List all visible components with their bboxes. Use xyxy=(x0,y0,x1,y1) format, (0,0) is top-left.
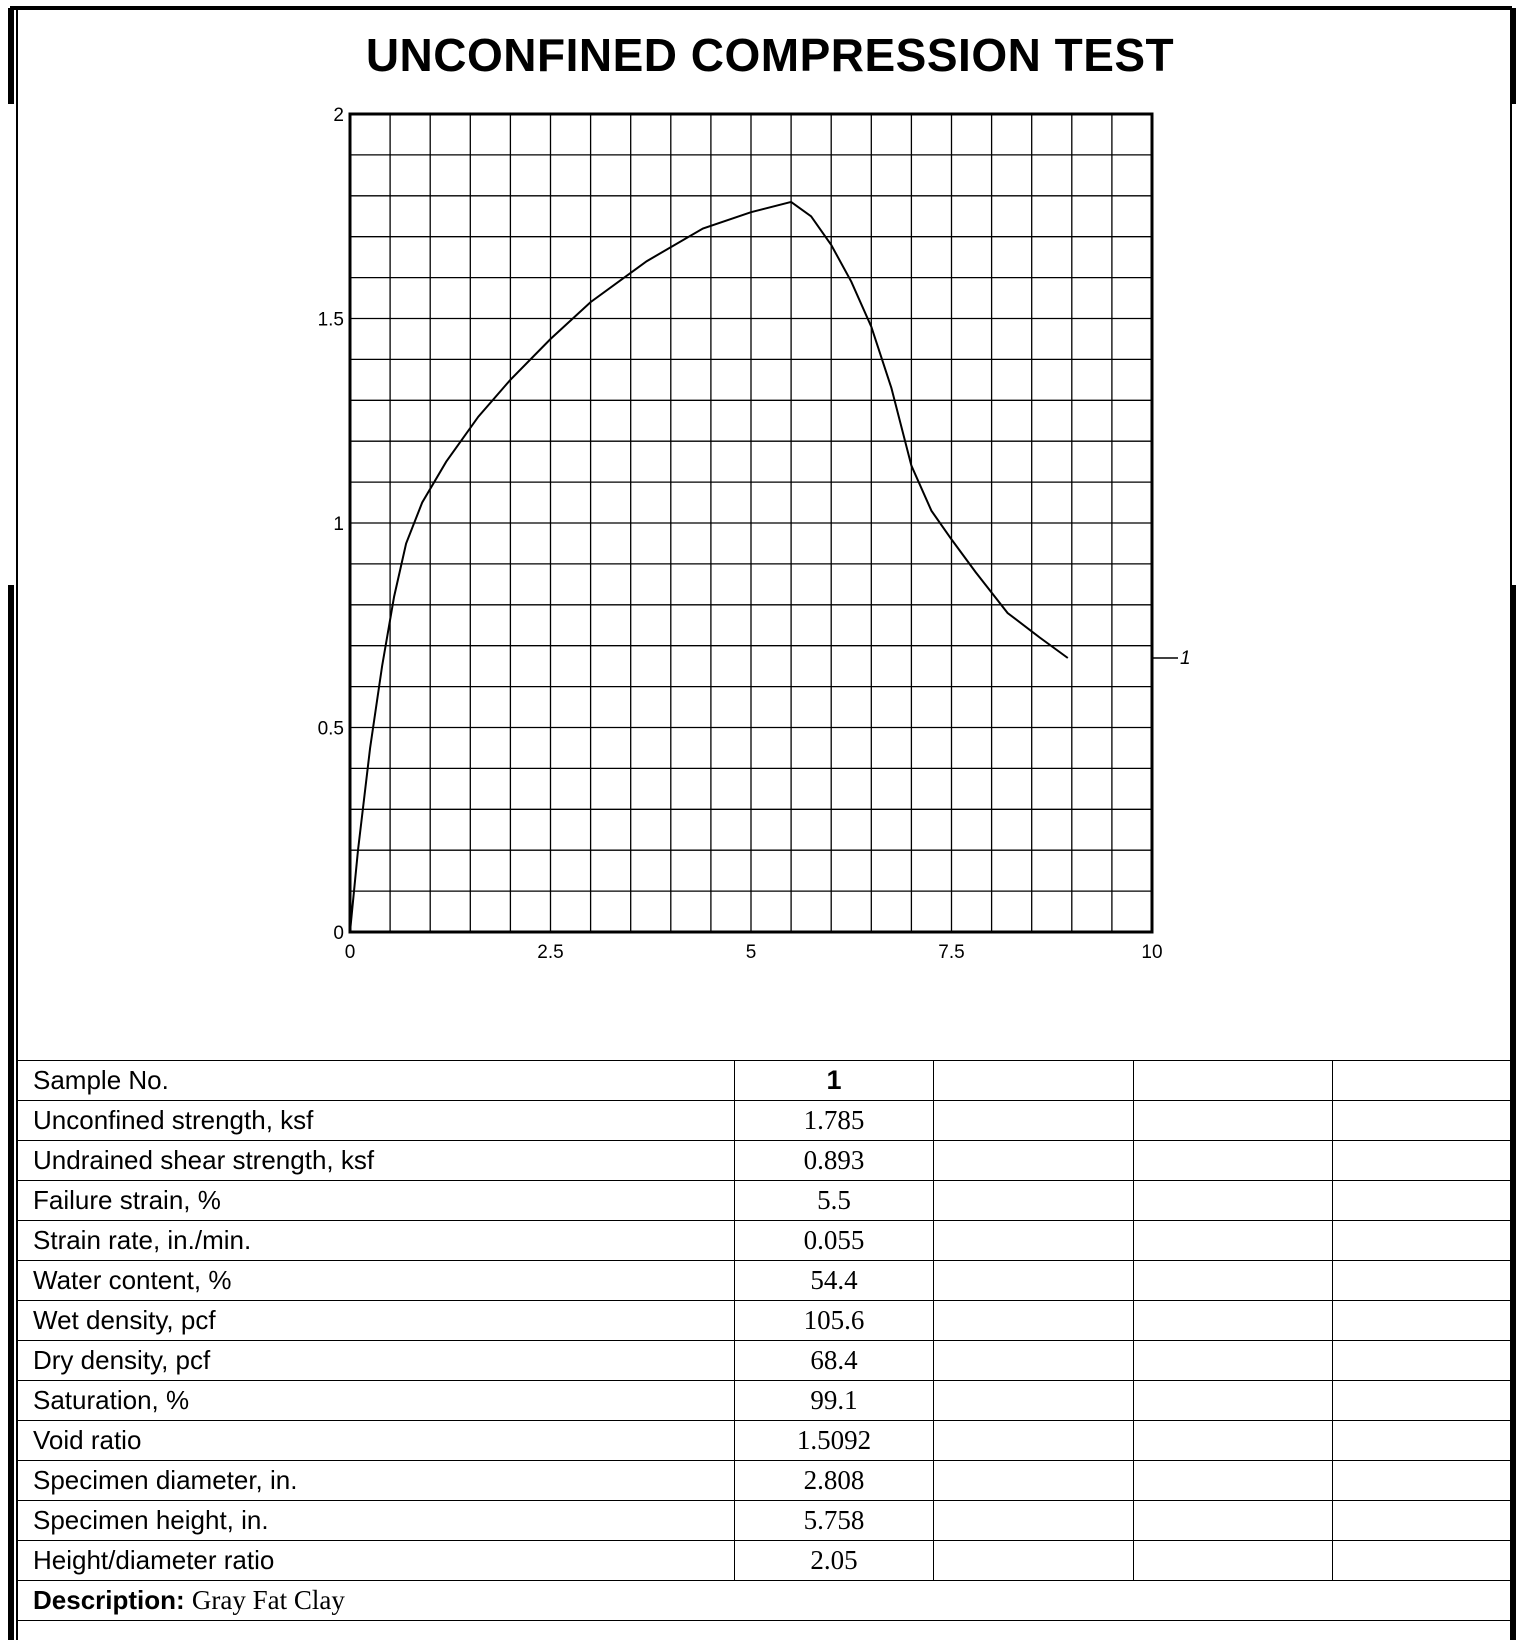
row-value-sample-4 xyxy=(1333,1181,1513,1221)
table-row xyxy=(17,1101,1513,1141)
row-value-sample-3 xyxy=(1134,1501,1333,1541)
y-tick-label: 1.5 xyxy=(317,309,344,331)
row-value-sample-4 xyxy=(1333,1421,1513,1461)
y-tick-label: 0.5 xyxy=(317,718,344,740)
row-value-sample-2 xyxy=(934,1301,1134,1341)
y-tick-label: 1 xyxy=(333,514,344,535)
row-value-sample-2 xyxy=(934,1141,1134,1181)
row-value-sample-3 xyxy=(1134,1181,1333,1221)
row-value-sample-3 xyxy=(1134,1381,1333,1421)
row-value-sample-1: 99.1 xyxy=(735,1381,934,1421)
table-row xyxy=(17,1301,1513,1341)
row-value-sample-2 xyxy=(934,1101,1134,1141)
row-label: Unconfined strength, ksf xyxy=(17,1101,735,1141)
table-header-label: Sample No. xyxy=(17,1061,735,1101)
row-value-sample-1: 1.5092 xyxy=(735,1421,934,1461)
row-value-sample-1: 105.6 xyxy=(735,1301,934,1341)
row-value-sample-1: 68.4 xyxy=(735,1341,934,1381)
series-line-1 xyxy=(350,202,1068,932)
row-value-sample-3 xyxy=(1134,1221,1333,1261)
results-table xyxy=(16,1060,1513,1621)
table-row xyxy=(17,1461,1513,1501)
y-tick-label: 2 xyxy=(333,105,344,126)
row-value-sample-3 xyxy=(1134,1141,1333,1181)
row-value-sample-4 xyxy=(1333,1341,1513,1381)
x-tick-label: 0 xyxy=(344,942,356,963)
row-label: Undrained shear strength, ksf xyxy=(17,1141,735,1181)
row-value-sample-3 xyxy=(1134,1341,1333,1381)
row-value-sample-1: 5.5 xyxy=(735,1181,934,1221)
row-value-sample-1: 0.055 xyxy=(735,1221,934,1261)
row-value-sample-4 xyxy=(1333,1381,1513,1421)
x-tick-label: 2.5 xyxy=(537,942,564,963)
row-value-sample-1: 1.785 xyxy=(735,1101,934,1141)
row-label: Failure strain, % xyxy=(17,1181,735,1221)
results-table-body xyxy=(17,1061,1513,1581)
row-label: Specimen diameter, in. xyxy=(17,1461,735,1501)
description-value: Gray Fat Clay xyxy=(191,1585,345,1615)
row-label: Strain rate, in./min. xyxy=(17,1221,735,1261)
row-value-sample-2 xyxy=(934,1181,1134,1221)
row-value-sample-4 xyxy=(1333,1141,1513,1181)
description-label: Description: xyxy=(33,1585,185,1615)
row-label: Specimen height, in. xyxy=(17,1501,735,1541)
row-value-sample-2 xyxy=(934,1461,1134,1501)
table-row xyxy=(17,1501,1513,1541)
row-value-sample-3 xyxy=(1134,1541,1333,1581)
page-title: UNCONFINED COMPRESSION TEST xyxy=(365,29,1175,81)
table-header-row xyxy=(17,1061,1513,1101)
description-cell xyxy=(17,1581,1513,1621)
table-row xyxy=(17,1181,1513,1221)
row-value-sample-4 xyxy=(1333,1461,1513,1501)
row-value-sample-1: 54.4 xyxy=(735,1261,934,1301)
row-label: Dry density, pcf xyxy=(17,1341,735,1381)
row-value-sample-1: 0.893 xyxy=(735,1141,934,1181)
table-row xyxy=(17,1341,1513,1381)
sample-number-4 xyxy=(1333,1061,1513,1101)
legend-label-1: 1 xyxy=(1180,647,1191,669)
table-row xyxy=(17,1381,1513,1421)
sample-number-2 xyxy=(934,1061,1134,1101)
row-value-sample-3 xyxy=(1134,1301,1333,1341)
y-tick-label: 0 xyxy=(333,923,344,944)
table-row xyxy=(17,1541,1513,1581)
row-value-sample-1: 5.758 xyxy=(735,1501,934,1541)
table-row xyxy=(17,1141,1513,1181)
sample-number-3 xyxy=(1134,1061,1333,1101)
row-label: Water content, % xyxy=(17,1261,735,1301)
row-value-sample-3 xyxy=(1134,1101,1333,1141)
row-value-sample-4 xyxy=(1333,1261,1513,1301)
sample-number-1: 1 xyxy=(735,1061,934,1101)
row-value-sample-2 xyxy=(934,1501,1134,1541)
chart-axis-ticks xyxy=(318,105,1163,963)
x-tick-label: 10 xyxy=(1141,942,1163,963)
row-value-sample-3 xyxy=(1134,1421,1333,1461)
row-label: Height/diameter ratio xyxy=(17,1541,735,1581)
x-tick-label: 5 xyxy=(745,942,757,963)
table-row xyxy=(17,1261,1513,1301)
row-value-sample-1: 2.808 xyxy=(735,1461,934,1501)
row-value-sample-2 xyxy=(934,1221,1134,1261)
table-row xyxy=(17,1421,1513,1461)
row-value-sample-2 xyxy=(934,1381,1134,1421)
row-value-sample-2 xyxy=(934,1541,1134,1581)
row-value-sample-4 xyxy=(1333,1501,1513,1541)
row-value-sample-3 xyxy=(1134,1261,1333,1301)
row-label: Wet density, pcf xyxy=(17,1301,735,1341)
row-value-sample-2 xyxy=(934,1341,1134,1381)
row-value-sample-2 xyxy=(934,1261,1134,1301)
description-row xyxy=(17,1581,1513,1621)
row-value-sample-4 xyxy=(1333,1541,1513,1581)
row-label: Void ratio xyxy=(17,1421,735,1461)
row-value-sample-1: 2.05 xyxy=(735,1541,934,1581)
chart-grid xyxy=(350,114,1152,932)
row-value-sample-2 xyxy=(934,1421,1134,1461)
table-row xyxy=(17,1221,1513,1261)
row-value-sample-4 xyxy=(1333,1301,1513,1341)
row-value-sample-3 xyxy=(1134,1461,1333,1501)
row-value-sample-4 xyxy=(1333,1221,1513,1261)
row-label: Saturation, % xyxy=(17,1381,735,1421)
x-tick-label: 7.5 xyxy=(938,942,965,963)
row-value-sample-4 xyxy=(1333,1101,1513,1141)
